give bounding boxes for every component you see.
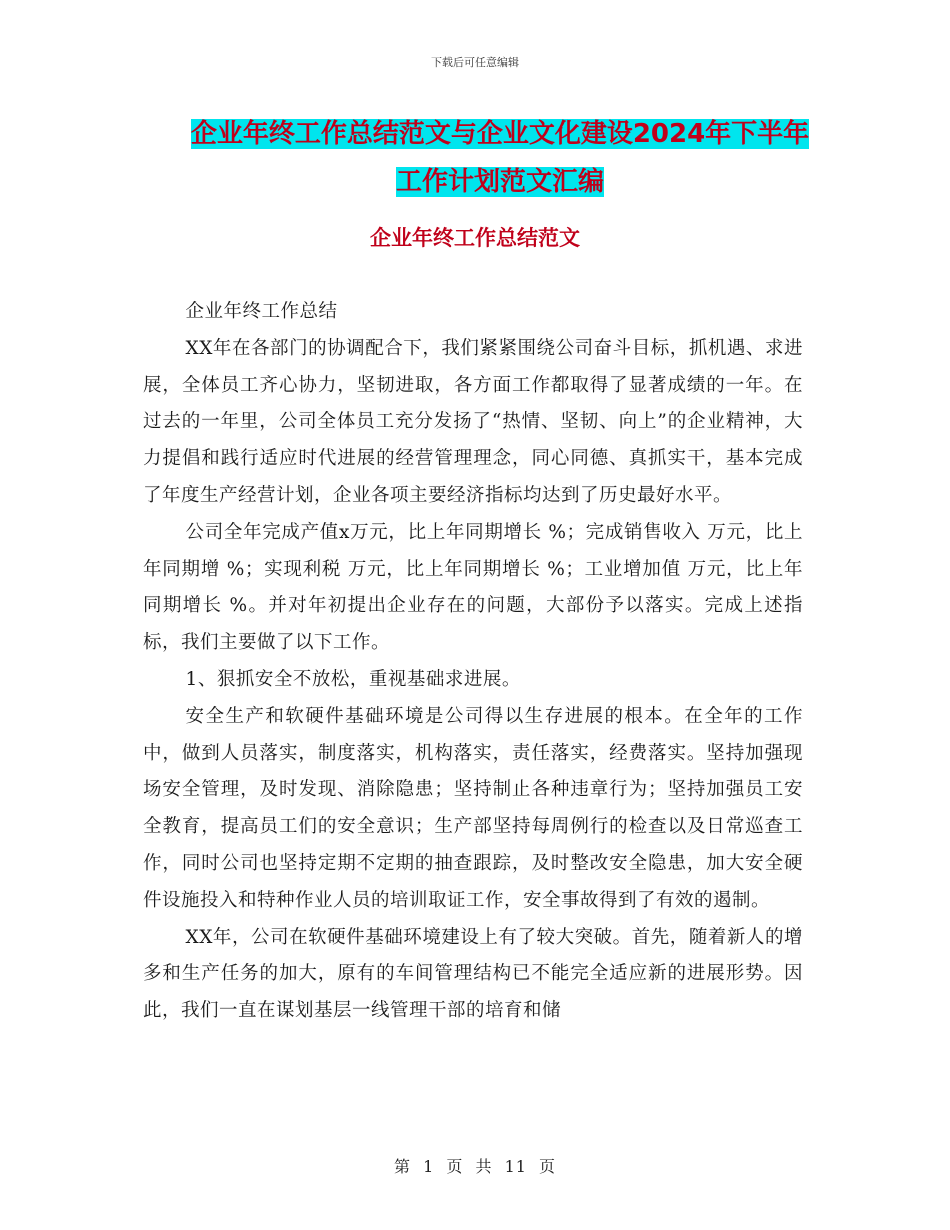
page-number: 1 (423, 1157, 435, 1176)
paragraph: XX年，公司在软硬件基础环境建设上有了较大突破。首先，随着新人的增多和生产任务的加大，原有的车间管理结构已不能完全适应新的进展形势。因此，我们一直在谋划基层一线管理干部的培育和储 (143, 926, 803, 1022)
paragraph: XX年在各部门的协调配合下，我们紧紧围绕公司奋斗目标，抓机遇、求进展，全体员工齐心协力，坚韧进取，各方面工作都取得了显著成绩的一年。在过去的一年里，公司全体员工充分发扬了“热情、坚韧、向上”的企业精神，大力提倡和践行适应时代进展的经营管理理念，同心同德、真抓实干，基本完成了年度生产经营计划，企业各项主要经济指标均达到了历史最好水平。 (143, 337, 803, 506)
document-title-line-2: 工作计划范文汇编 (395, 167, 604, 197)
paragraph: 企业年终工作总结 (185, 301, 338, 322)
section-title: 企业年终工作总结范文 (370, 226, 580, 250)
document-title (120, 110, 880, 206)
paragraph: 1、狠抓安全不放松，重视基础求进展。 (185, 668, 521, 690)
page-prefix: 第 (393, 1157, 411, 1176)
paragraph: 安全生产和软硬件基础环境是公司得以生存进展的根本。在全年的工作中，做到人员落实，制度落实，机构落实，责任落实，经费落实。坚持加强现场安全管理，及时发现、消除隐患；坚持制止各种违章行为；坚持加强员工安全教育，提高员工们的安全意识；生产部坚持每周例行的检查以及日常巡查工作，同时公司也坚持定期不定期的抽查跟踪，及时整改安全隐患，加大安全硬件设施投入和特种作业人员的培训取证工作，安全事故得到了有效的遏制。 (143, 705, 803, 911)
header-note: 下载后可任意编辑 (431, 56, 519, 69)
document-body (143, 294, 803, 1030)
page-unit: 页 (446, 1157, 464, 1176)
document-title-line-1: 企业年终工作总结范文与企业文化建设2024年下半年 (190, 119, 810, 149)
total-unit: 页 (539, 1157, 557, 1176)
total-prefix: 共 (475, 1157, 493, 1176)
paragraph: 公司全年完成产值x万元，比上年同期增长 %；完成销售收入 万元，比上年同期增 %；实现利税 万元，比上年同期增长 %；工业增加值 万元，比上年同期增长 %。并对年初提出企业存在的问题，大部份予以落实。完成上述指标，我们主要做了以下工作。 (143, 521, 803, 654)
page-footer (0, 1154, 950, 1177)
total-pages: 11 (504, 1157, 527, 1176)
